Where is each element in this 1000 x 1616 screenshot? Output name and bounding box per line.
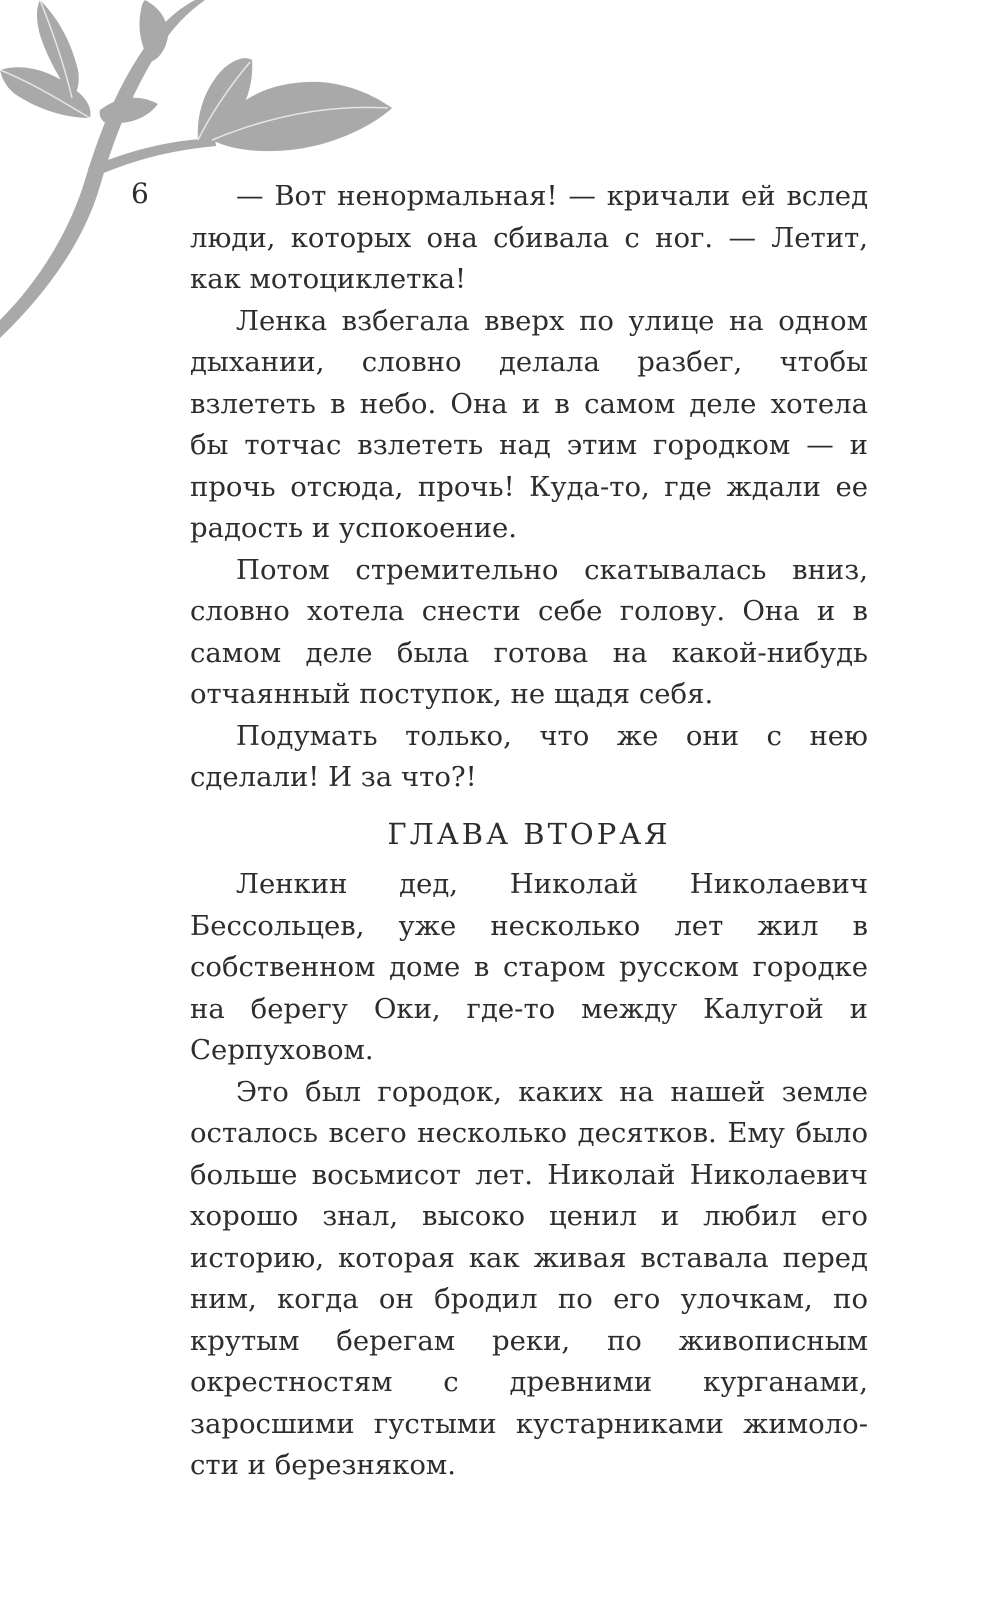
page-number: 6 bbox=[131, 177, 149, 210]
paragraph: Ленка взбегала вверх по улице на одном дыхании, словно делала разбег, чтобы взлететь в небо. Она и в самом деле хотела бы тотчас взлететь над этим городком — и прочь отсюда, прочь! Куда-то, где ждали ее радость и успокоение. bbox=[190, 304, 868, 544]
text-section-1 bbox=[190, 176, 868, 799]
paragraph: Это был городок, каких на нашей земле осталось всего несколько десятков. Ему было больше восьмисот лет. Николай Николаевич хорошо знал, высоко ценил и любил его историю, которая как живая вставала перед ним, когда он бродил по его улочкам, по крутым берегам реки, по живописным окрестностям с древними курганами, заросшими густыми кустарниками жимолости и березняком. bbox=[190, 1075, 868, 1481]
paragraph: Ленкин дед, Николай Николаевич Бессольцев, уже несколько лет жил в собственном доме в старом русском городке на берегу Оки, где-то между Калугой и Серпуховом. bbox=[190, 868, 868, 1066]
chapter-title: ГЛАВА ВТОРАЯ bbox=[387, 817, 671, 851]
paragraph: Потом стремительно скатывалась вниз, словно хотела снести себе голову. Она и в самом деле была готова на какой-нибудь отчаянный поступок, не щадя себя. bbox=[190, 553, 868, 710]
paragraph: — Вот ненормальная! — кричали ей вслед люди, которых она сбивала с ног. — Летит, как мотоциклетка! bbox=[190, 180, 868, 295]
paragraph: Подумать только, что же они с нею сделали! И за что?! bbox=[190, 719, 868, 793]
text-section-2 bbox=[190, 864, 868, 1487]
